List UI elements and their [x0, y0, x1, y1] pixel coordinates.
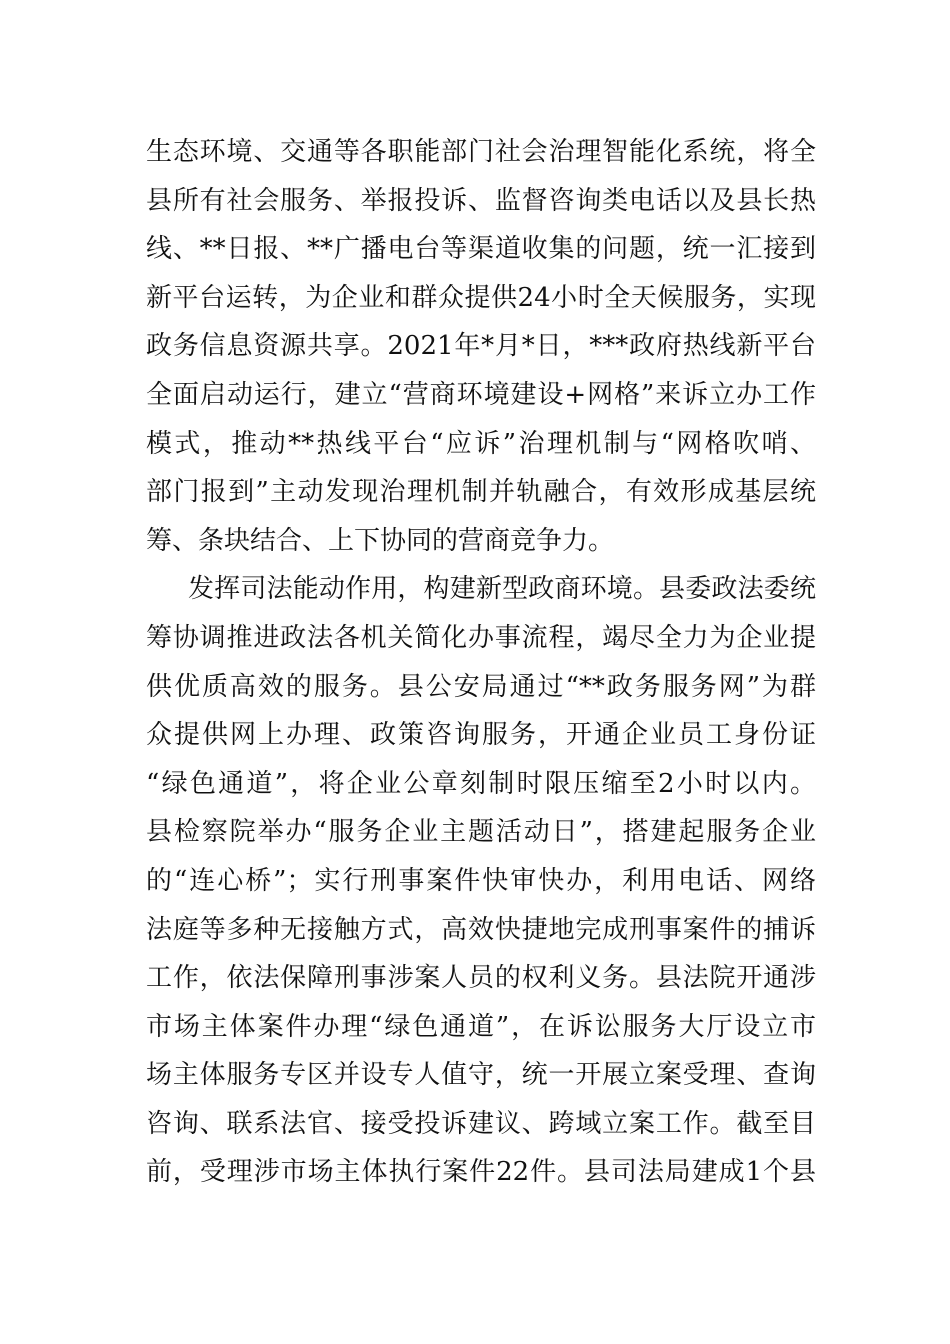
paragraph-1 [146, 128, 816, 565]
text-line: 县检察院举办“服务企业主题活动日”，搭建起服务企业 [146, 817, 816, 848]
text-line: 筹协调推进政法各机关简化办事流程，竭尽全力为企业提 [146, 622, 816, 653]
text-line: 的“连心桥”；实行刑事案件快审快办，利用电话、网络 [146, 865, 816, 896]
text-line: 新平台运转，为企业和群众提供24小时全天候服务，实现 [146, 282, 816, 313]
text-line: 法庭等多种无接触方式，高效快捷地完成刑事案件的捕诉 [146, 914, 816, 945]
document-body [146, 128, 816, 1197]
text-line: “绿色通道”，将企业公章刻制时限压缩至2小时以内。 [146, 768, 816, 799]
text-line: 线、**日报、**广播电台等渠道收集的问题，统一汇接到 [146, 234, 816, 265]
text-line: 场主体服务专区并设专人值守，统一开展立案受理、查询 [146, 1060, 816, 1091]
text-line: 前，受理涉市场主体执行案件22件。县司法局建成1个县 [146, 1157, 816, 1188]
text-line: 生态环境、交通等各职能部门社会治理智能化系统，将全 [146, 137, 816, 167]
text-line: 全面启动运行，建立“营商环境建设+网格”来诉立办工作 [146, 379, 816, 410]
paragraph-2 [146, 565, 816, 1197]
text-line: 工作，依法保障刑事涉案人员的权利义务。县法院开通涉 [146, 963, 816, 994]
text-line: 政务信息资源共享。2021年*月*日，***政府热线新平台 [146, 331, 816, 362]
text-line: 咨询、联系法官、接受投诉建议、跨域立案工作。截至目 [146, 1108, 816, 1139]
text-line: 发挥司法能动作用，构建新型政商环境。县委政法委统 [188, 574, 816, 605]
text-line: 县所有社会服务、举报投诉、监督咨询类电话以及县长热 [146, 185, 816, 216]
text-line: 市场主体案件办理“绿色通道”，在诉讼服务大厅设立市 [146, 1011, 816, 1042]
text-line: 筹、条块结合、上下协同的营商竞争力。 [146, 525, 615, 556]
text-line: 众提供网上办理、政策咨询服务，开通企业员工身份证 [146, 720, 816, 751]
text-line: 模式，推动**热线平台“应诉”治理机制与“网格吹哨、 [146, 428, 816, 459]
text-line: 供优质高效的服务。县公安局通过“**政务服务网”为群 [146, 671, 816, 702]
text-line: 部门报到”主动发现治理机制并轨融合，有效形成基层统 [146, 477, 816, 508]
